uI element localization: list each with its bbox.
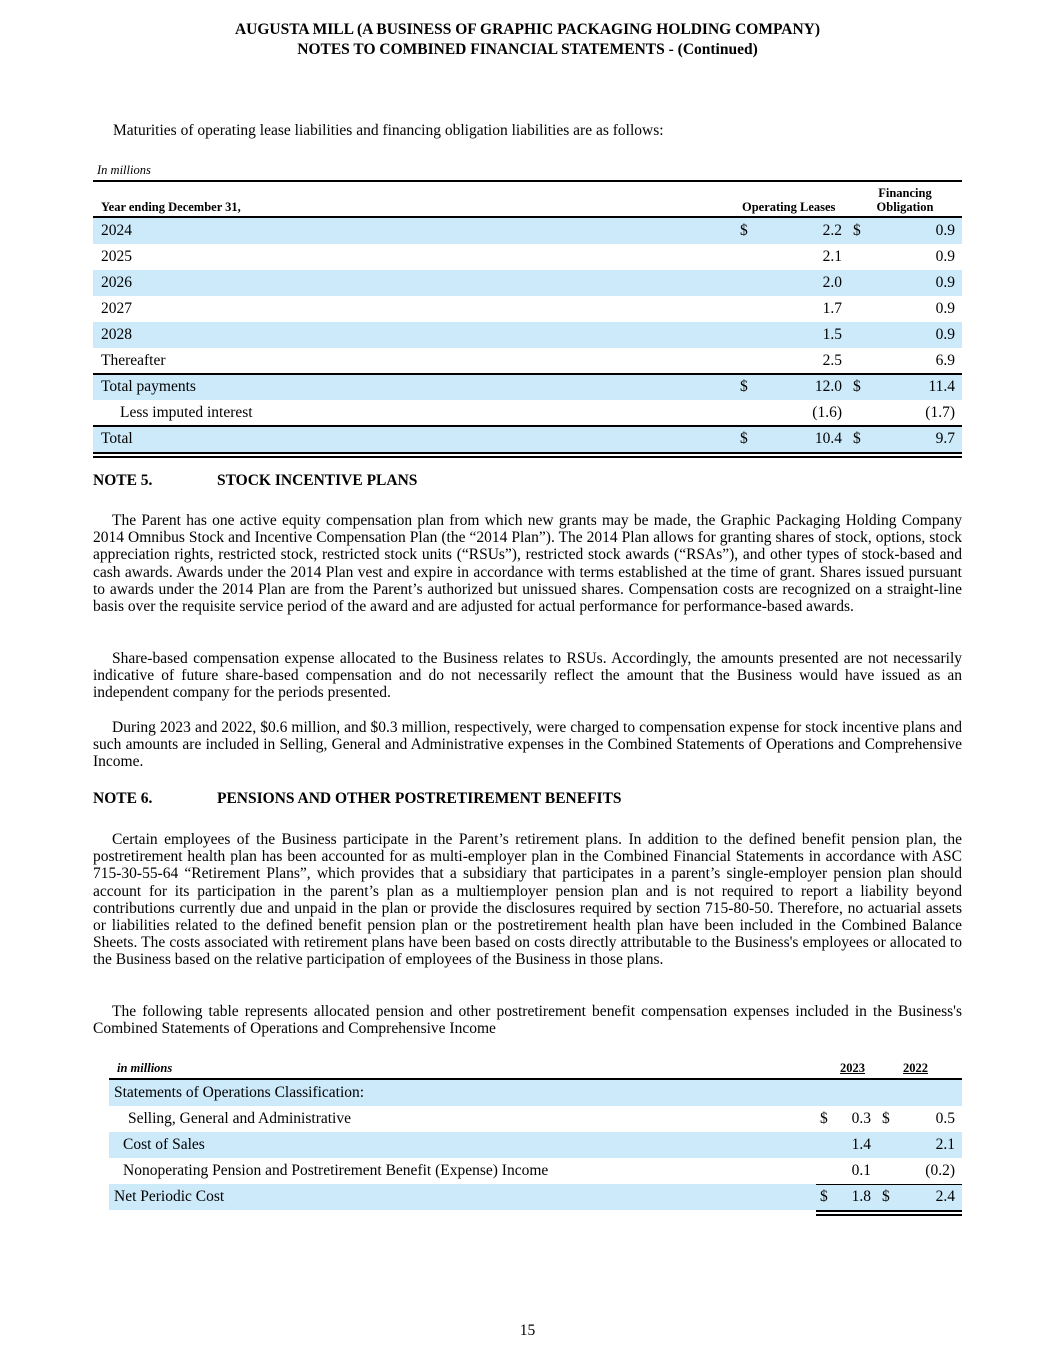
lease-row-label: 2026 xyxy=(101,274,132,291)
lease-row-dollar-fin: $ xyxy=(853,222,861,239)
pension-row-label: Selling, General and Administrative xyxy=(128,1110,351,1127)
lease-row-dollar-op: $ xyxy=(740,378,748,395)
pension-row-value-2022: (0.2) xyxy=(925,1162,955,1179)
lease-col-operating: Operating Leases xyxy=(742,200,836,214)
document-header-company: AUGUSTA MILL (A BUSINESS OF GRAPHIC PACKAGING HOLDING COMPANY) xyxy=(234,21,821,38)
lease-table-rule xyxy=(93,456,962,458)
pension-row-dollar-2022: $ xyxy=(882,1188,890,1205)
pension-table-row xyxy=(109,1158,962,1184)
pension-table-row xyxy=(109,1184,962,1210)
pension-col-2022: 2022 xyxy=(903,1061,928,1075)
note5-heading xyxy=(93,472,417,490)
page-number: 15 xyxy=(519,1322,536,1339)
lease-row-financing-value: 11.4 xyxy=(928,378,955,395)
lease-row-label: 2028 xyxy=(101,326,132,343)
pension-row-value-2023: 0.3 xyxy=(851,1110,871,1127)
lease-row-financing-value: 0.9 xyxy=(935,274,955,291)
pension-row-label: Cost of Sales xyxy=(123,1136,205,1153)
maturities-intro: Maturities of operating lease liabilities and financing obligation liabilities are as follows: xyxy=(113,122,664,139)
lease-row-financing-value: 9.7 xyxy=(935,430,955,447)
pension-table-units: in millions xyxy=(117,1061,173,1075)
lease-table-row xyxy=(93,426,962,452)
lease-table-row xyxy=(93,296,962,322)
lease-row-label: Thereafter xyxy=(101,352,166,369)
note5-title: STOCK INCENTIVE PLANS xyxy=(217,472,418,489)
lease-col-financing: Financing Obligation xyxy=(876,186,934,214)
lease-row-label: 2024 xyxy=(101,222,132,239)
pension-row-value-2022: 0.5 xyxy=(935,1110,955,1127)
pension-section-row xyxy=(109,1080,962,1106)
lease-row-operating-value: 2.5 xyxy=(822,352,842,369)
lease-table-row xyxy=(93,348,962,374)
note5-paragraph-3: During 2023 and 2022, $0.6 million, and $0.3 million, respectively, were charged to compensation expense for stock incentive plans and such amounts are included in Selling, General and Administrative expenses in the Combined Statements of Operations and Comprehensive Income. xyxy=(93,719,962,771)
pension-subtotal-rule xyxy=(816,1184,962,1185)
lease-col-year: Year ending December 31, xyxy=(101,200,241,214)
lease-row-financing-value: 0.9 xyxy=(935,300,955,317)
pension-row-dollar-2022: $ xyxy=(882,1110,890,1127)
pension-section-label: Statements of Operations Classification: xyxy=(114,1084,365,1101)
lease-table-row xyxy=(93,322,962,348)
lease-row-label: 2027 xyxy=(101,300,132,317)
lease-row-dollar-fin: $ xyxy=(853,430,861,447)
lease-row-label: Less imputed interest xyxy=(120,404,253,421)
lease-table-row xyxy=(93,270,962,296)
document-header-subtitle: NOTES TO COMBINED FINANCIAL STATEMENTS - (Continued) xyxy=(297,41,758,58)
lease-row-operating-value: (1.6) xyxy=(812,404,842,421)
pension-row-value-2022: 2.1 xyxy=(935,1136,955,1153)
lease-row-operating-value: 10.4 xyxy=(814,430,842,447)
lease-table-row xyxy=(93,374,962,400)
lease-row-operating-value: 2.0 xyxy=(822,274,842,291)
lease-row-label: Total payments xyxy=(101,378,196,395)
lease-row-label: Total xyxy=(101,430,133,447)
note6-paragraph-2: The following table represents allocated pension and other postretirement benefit compensation expenses included in the Business's Combined Statements of Operations and Comprehensive Income xyxy=(93,1003,962,1038)
pension-table-row xyxy=(109,1106,962,1132)
pension-total-double-rule xyxy=(816,1210,962,1212)
lease-table-rule xyxy=(93,452,962,454)
lease-table-top-rule xyxy=(93,180,962,182)
lease-table-rule xyxy=(93,373,962,375)
pension-row-value-2022: 2.4 xyxy=(935,1188,955,1205)
lease-row-operating-value: 2.1 xyxy=(822,248,842,265)
lease-row-operating-value: 12.0 xyxy=(814,378,842,395)
lease-table-row xyxy=(93,400,962,426)
note5-number: NOTE 5. xyxy=(93,472,153,489)
lease-row-dollar-op: $ xyxy=(740,430,748,447)
lease-row-operating-value: 1.7 xyxy=(822,300,842,317)
note5-paragraph-1: The Parent has one active equity compensation plan from which new grants may be made, the Graphic Packaging Holding Company 2014 Omnibus Stock and Incentive Compensation Plan (the “2014 Plan”). The 2014 Plan allows for granting shares of stock, options, stock appreciation rights, restricted stock, restricted stock units (“RSUs”), restricted stock awards (“RSAs”), and other types of stock-based and cash awards. Awards under the 2014 Plan vest and expire in accordance with terms established at the time of grant. Shares issued pursuant to awards under the 2014 Plan are from the Parent’s authorized but unissued shares. Compensation costs are recognized on a straight-line basis over the requisite service period of the award and are adjusted for actual performance for performance-based awards. xyxy=(93,512,962,616)
lease-row-financing-value: (1.7) xyxy=(925,404,955,421)
note6-title: PENSIONS AND OTHER POSTRETIREMENT BENEFITS xyxy=(217,790,622,807)
lease-row-financing-value: 0.9 xyxy=(935,326,955,343)
note5-paragraph-2: Share-based compensation expense allocated to the Business relates to RSUs. Accordingly, the amounts presented are not necessarily indicative of future share-based compensation and do not necessarily reflect the amount that the Business would have issued as an independent company for the periods presented. xyxy=(93,650,962,702)
pension-total-double-rule xyxy=(816,1214,962,1216)
lease-table-row xyxy=(93,244,962,270)
lease-row-operating-value: 1.5 xyxy=(822,326,842,343)
note6-number: NOTE 6. xyxy=(93,790,153,807)
lease-row-financing-value: 6.9 xyxy=(935,352,955,369)
lease-row-financing-value: 0.9 xyxy=(935,248,955,265)
pension-row-label: Nonoperating Pension and Postretirement Benefit (Expense) Income xyxy=(123,1162,549,1179)
note6-paragraph-1: Certain employees of the Business participate in the Parent’s retirement plans. In addition to the defined benefit pension plan, the postretirement health plan has been accounted for as multi-employer plan in the Combined Financial Statements in accordance with ASC 715-30-55-64 “Retirement Plans”, which provides that a subsidiary that participates in a parent’s single-employer pension plan should account for its participation in the parent’s plan as a multiemployer pension plan and is not required to report a liability beyond contributions currently due and unpaid in the plan or provide the disclosures required by section 715-80-50. Therefore, no actuarial assets or liabilities related to the defined benefit pension plan or the postretirement health plan have been included in the Combined Balance Sheets. The costs associated with retirement plans have been based on costs directly attributable to the Business's employees or allocated to the Business based on the relative participation of employees of the Business in those plans. xyxy=(93,831,962,969)
pension-row-label: Net Periodic Cost xyxy=(114,1188,225,1205)
lease-row-label: 2025 xyxy=(101,248,132,265)
pension-row-value-2023: 1.4 xyxy=(851,1136,871,1153)
note6-heading xyxy=(93,790,622,808)
pension-col-2023: 2023 xyxy=(840,1061,865,1075)
lease-table-units: In millions xyxy=(97,163,151,177)
lease-table-row xyxy=(93,218,962,244)
lease-row-dollar-op: $ xyxy=(740,222,748,239)
lease-row-operating-value: 2.2 xyxy=(822,222,842,239)
pension-table-row xyxy=(109,1132,962,1158)
lease-row-financing-value: 0.9 xyxy=(935,222,955,239)
lease-row-dollar-fin: $ xyxy=(853,378,861,395)
pension-row-dollar-2023: $ xyxy=(820,1110,828,1127)
pension-row-value-2023: 1.8 xyxy=(851,1188,871,1205)
pension-row-dollar-2023: $ xyxy=(820,1188,828,1205)
pension-row-value-2023: 0.1 xyxy=(851,1162,871,1179)
lease-table-rule xyxy=(93,425,962,427)
